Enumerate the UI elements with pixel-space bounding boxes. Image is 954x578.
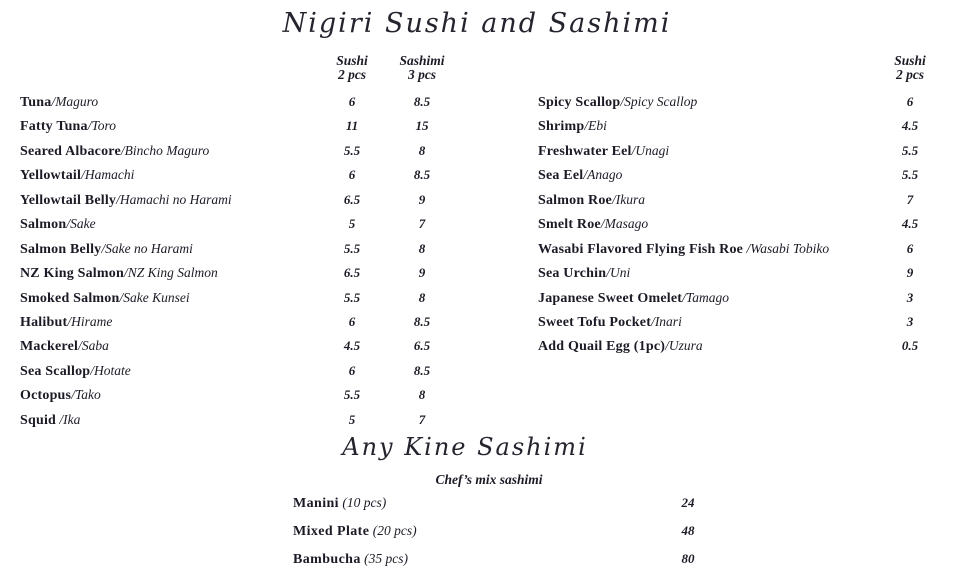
item-english-name: Salmon Belly	[20, 241, 102, 257]
left-price-column-headers	[330, 54, 470, 81]
sushi-column-qty: 2 pcs	[895, 66, 925, 82]
item-sashimi-price: 9	[418, 191, 426, 207]
item-japanese-name: /Ikura	[611, 191, 645, 207]
sashimi-column-label: Sashimi	[399, 53, 445, 68]
sashimi-plate-name	[293, 552, 660, 567]
plate-qty: (10 pcs)	[338, 495, 387, 510]
item-japanese-name: /Spicy Scallop	[620, 94, 698, 109]
menu-item-name	[20, 144, 330, 159]
item-english-name: NZ King Salmon	[20, 266, 124, 282]
item-english-name: Seared Albacore	[20, 143, 121, 159]
item-sashimi-price: 15	[415, 118, 429, 134]
plate-name: Mixed Plate	[293, 524, 370, 539]
item-sushi-price: 5.5	[343, 387, 361, 403]
menu-item-name	[538, 168, 868, 183]
item-japanese-name: /Sake Kunsei	[119, 289, 190, 305]
menu-item-name	[538, 217, 868, 232]
item-japanese-name: /Hirame	[67, 313, 113, 329]
item-japanese-name: /Bincho Maguro	[120, 142, 210, 158]
item-sushi-price: 4.5	[901, 216, 919, 232]
sashimi-column-qty: 3 pcs	[407, 66, 437, 82]
item-english-name: Fatty Tuna	[20, 119, 88, 135]
item-sashimi-price: 8	[418, 240, 426, 256]
item-sushi-price: 6.5	[343, 191, 361, 207]
sushi-column-label: Sushi	[336, 53, 368, 68]
item-english-name: Tuna	[20, 95, 52, 110]
plate-price: 48	[681, 523, 695, 538]
any-kine-subtitle: Chef’s mix sashimi	[435, 472, 543, 487]
item-sushi-price: 0.5	[901, 338, 919, 354]
item-sashimi-price: 8.5	[413, 313, 431, 329]
item-english-name: Wasabi Flavored Flying Fish Roe	[538, 241, 744, 257]
item-sushi-price: 5	[348, 411, 356, 427]
menu-item-name	[20, 242, 330, 257]
item-japanese-name: /Maguro	[51, 94, 99, 109]
item-sushi-price: 3	[906, 289, 914, 305]
sushi-column-label: Sushi	[894, 53, 926, 68]
item-japanese-name: /Tamago	[682, 289, 729, 305]
item-sushi-price: 4.5	[343, 338, 361, 354]
item-english-name: Smelt Roe	[538, 217, 601, 233]
item-japanese-name: /Ika	[56, 411, 81, 427]
menu-item-name	[538, 266, 868, 281]
menu-item-name	[20, 364, 330, 379]
item-sushi-price: 5.5	[343, 142, 361, 158]
menu-item-name	[538, 242, 868, 257]
menu-item-name	[20, 339, 330, 354]
item-sashimi-price: 8	[418, 289, 426, 305]
menu-item-name	[20, 388, 330, 403]
item-japanese-name: /Unagi	[631, 142, 670, 158]
item-english-name: Shrimp	[538, 119, 585, 135]
item-sushi-price: 9	[906, 265, 914, 281]
item-sushi-price: 5	[348, 216, 356, 232]
item-sushi-price: 6	[348, 313, 356, 329]
item-english-name: Freshwater Eel	[538, 143, 632, 159]
item-japanese-name: /Inari	[651, 313, 682, 329]
item-english-name: Spicy Scallop	[538, 95, 621, 110]
item-sushi-price: 6	[348, 167, 356, 183]
plate-name: Bambucha	[293, 552, 361, 567]
item-sushi-price: 6	[348, 94, 356, 109]
item-sashimi-price: 8.5	[413, 167, 431, 183]
menu-item-name	[538, 119, 868, 134]
plate-qty: (20 pcs)	[369, 523, 417, 538]
item-english-name: Halibut	[20, 314, 68, 330]
item-japanese-name: /Uzura	[665, 338, 703, 354]
menu-item-name	[538, 315, 868, 330]
menu-item-name	[20, 95, 330, 110]
menu-item-name	[538, 339, 868, 354]
item-sushi-price: 6	[906, 240, 914, 256]
menu-item-name	[20, 266, 330, 281]
item-english-name: Sea Urchin	[538, 266, 607, 282]
item-japanese-name: /Hotate	[90, 362, 131, 378]
sashimi-plate-name	[293, 524, 660, 539]
menu-item-name	[538, 193, 868, 208]
item-sushi-price: 6	[906, 94, 914, 109]
item-english-name: Yellowtail Belly	[20, 192, 117, 208]
item-sashimi-price: 9	[418, 265, 426, 281]
nigiri-right-column	[538, 95, 952, 364]
sushi-column-qty: 2 pcs	[337, 66, 367, 82]
plate-price: 24	[681, 495, 695, 510]
item-sushi-price: 5.5	[901, 142, 919, 158]
item-english-name: Squid	[20, 412, 57, 428]
item-english-name: Salmon	[20, 217, 67, 233]
sushi-column-header-right	[868, 54, 952, 81]
nigiri-left-column	[20, 95, 470, 437]
item-japanese-name: /Uni	[606, 265, 631, 281]
menu-item-name	[20, 291, 330, 306]
plate-name: Manini	[293, 496, 339, 511]
item-sushi-price: 5.5	[343, 289, 361, 305]
item-japanese-name: /Hamachi	[81, 167, 135, 183]
menu-item-name	[20, 413, 330, 428]
right-price-column-headers	[868, 54, 952, 81]
sashimi-plate-name	[293, 496, 660, 511]
sashimi-column-header	[374, 54, 470, 81]
nigiri-section-title: Nigiri Sushi and Sashimi	[282, 8, 672, 39]
item-japanese-name: /Toro	[87, 118, 117, 134]
any-kine-items	[293, 496, 716, 578]
item-sashimi-price: 7	[418, 216, 426, 232]
item-japanese-name: /Ebi	[584, 118, 607, 134]
item-sushi-price: 7	[906, 191, 914, 207]
item-sashimi-price: 6.5	[413, 338, 431, 354]
item-english-name: Smoked Salmon	[20, 290, 120, 306]
menu-item-name	[20, 193, 330, 208]
item-japanese-name: /Masago	[600, 216, 649, 232]
item-sushi-price: 5.5	[343, 240, 361, 256]
item-japanese-name: /NZ King Salmon	[123, 265, 218, 281]
item-sashimi-price: 7	[418, 411, 426, 427]
item-sashimi-price: 8	[418, 142, 426, 158]
item-sushi-price: 5.5	[901, 167, 919, 183]
item-sushi-price: 6	[348, 362, 356, 378]
item-sushi-price: 4.5	[901, 118, 919, 134]
item-sushi-price: 6.5	[343, 265, 361, 281]
item-japanese-name: /Hamachi no Harami	[116, 191, 232, 207]
plate-qty: (35 pcs)	[360, 551, 409, 566]
menu-item-name	[20, 217, 330, 232]
item-sashimi-price: 8	[418, 387, 426, 403]
plate-price: 80	[681, 551, 695, 566]
menu-item-name	[538, 291, 868, 306]
item-sushi-price: 11	[345, 118, 359, 134]
item-english-name: Japanese Sweet Omelet	[538, 290, 683, 306]
item-english-name: Sweet Tofu Pocket	[538, 314, 652, 330]
item-japanese-name: /Sake no Harami	[101, 240, 193, 256]
item-sashimi-price: 8.5	[413, 362, 431, 378]
item-english-name: Sea Eel	[538, 168, 584, 184]
menu-item-name	[538, 144, 868, 159]
item-english-name: Octopus	[20, 388, 72, 404]
menu-item-name	[20, 119, 330, 134]
item-sashimi-price: 8.5	[413, 94, 431, 109]
item-english-name: Salmon Roe	[538, 192, 612, 208]
menu-item-name	[20, 315, 330, 330]
item-sushi-price: 3	[906, 313, 914, 329]
item-japanese-name: /Sake	[66, 216, 96, 232]
item-english-name: Sea Scallop	[20, 363, 91, 379]
item-english-name: Yellowtail	[20, 168, 82, 184]
item-japanese-name: /Anago	[583, 167, 623, 183]
sushi-column-header	[330, 54, 374, 81]
menu-item-name	[538, 95, 868, 110]
any-kine-section-title: Any Kine Sashimi	[342, 433, 588, 461]
item-english-name: Add Quail Egg (1pc)	[538, 339, 666, 355]
item-japanese-name: /Tako	[71, 387, 101, 403]
item-japanese-name: /Wasabi Tobiko	[743, 240, 830, 256]
item-japanese-name: /Saba	[78, 338, 109, 354]
menu-item-name	[20, 168, 330, 183]
item-english-name: Mackerel	[20, 339, 79, 355]
